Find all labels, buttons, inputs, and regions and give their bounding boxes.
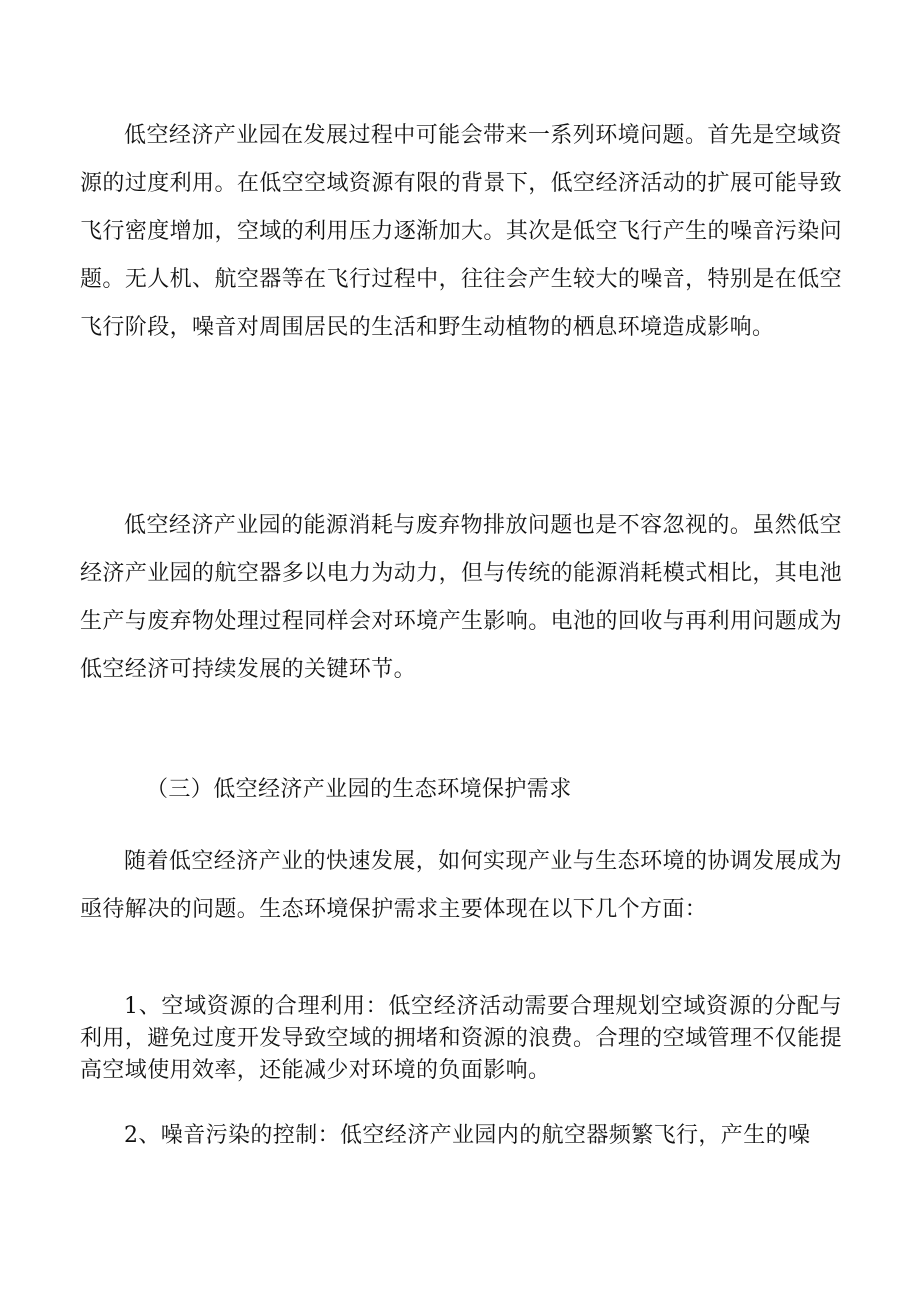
list-item-airspace: 1、空域资源的合理利用：低空经济活动需要合理规划空域资源的分配与利用，避免过度开发导致空域的拥堵和资源的浪费。合理的空域管理不仅能提高空域使用效率，还能减少对环境的负面影响。 xyxy=(80,994,842,1083)
paragraph-energy-waste: 低空经济产业园的能源消耗与废弃物排放问题也是不容忽视的。虽然低空经济产业园的航空器多以电力为动力，但与传统的能源消耗模式相比，其电池生产与废弃物处理过程同样会对环境产生影响。电池的回收与再利用问题成为低空经济可持续发展的关键环节。 xyxy=(80,513,842,682)
list-item-noise: 2、噪音污染的控制：低空经济产业园内的航空器频繁飞行，产生的噪 xyxy=(124,1123,811,1148)
section-heading: （三）低空经济产业园的生态环境保护需求 xyxy=(146,777,572,802)
paragraph-environmental-issues: 低空经济产业园在发展过程中可能会带来一系列环境问题。首先是空域资源的过度利用。在低空空域资源有限的背景下，低空经济活动的扩展可能导致飞行密度增加，空域的利用压力逐渐加大。其次是低空飞行产生的噪音污染问题。无人机、航空器等在飞行过程中，往往会产生较大的噪音，特别是在低空飞行阶段，噪音对周围居民的生活和野生动植物的栖息环境造成影响。 xyxy=(80,123,842,340)
paragraph-intro: 随着低空经济产业的快速发展，如何实现产业与生态环境的协调发展成为亟待解决的问题。生态环境保护需求主要体现在以下几个方面： xyxy=(80,849,842,922)
